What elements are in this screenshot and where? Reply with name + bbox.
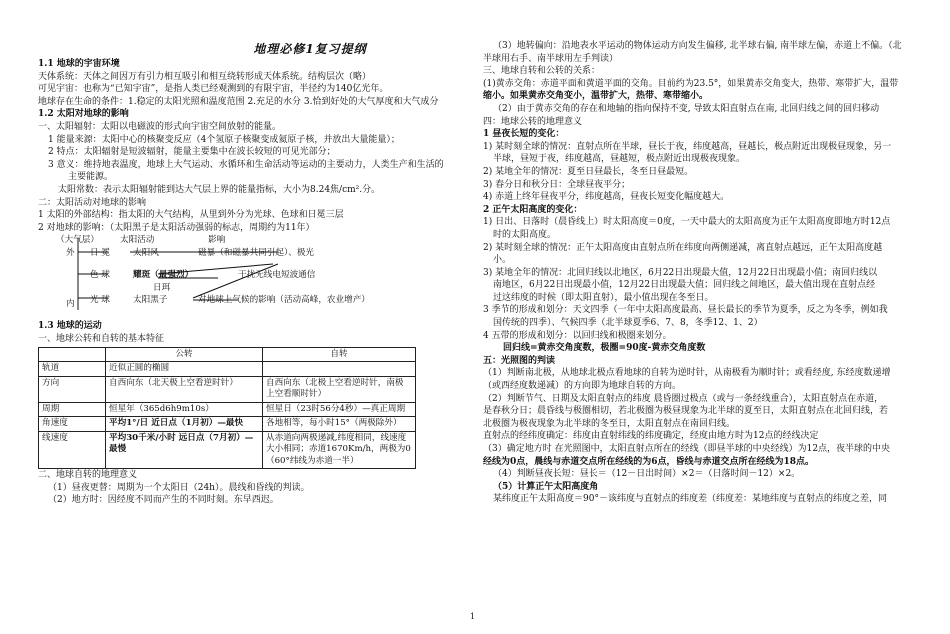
table-row bbox=[39, 402, 416, 417]
table-cell: 恒星日（23时56分4秒）—真正周期 bbox=[263, 402, 416, 417]
text-line: 1.3 地球的运动 bbox=[38, 321, 102, 332]
text-line: 1.1 地球的宇宙环境 bbox=[38, 59, 120, 69]
rotation-revolution-table bbox=[38, 347, 416, 470]
text-line: 四：地球公转的地理意义 bbox=[483, 116, 583, 127]
table-cell: 轨道 bbox=[39, 362, 106, 377]
text-line: 1) 日出、日落时（晨昏线上）时太阳高度＝0度，一天中最大的太阳高度为正午太阳高度即地方时12点 bbox=[483, 217, 891, 228]
text-line: 北极圈为极夜现象为北半球的冬至日，太阳直射点在南回归线。 bbox=[483, 418, 736, 429]
text-line: 主要能源。 bbox=[68, 172, 114, 183]
table-cell: 周期 bbox=[39, 402, 106, 417]
table-cell: 线速度 bbox=[39, 431, 106, 469]
text-line: 回归线=黄赤交角度数，极圈=90度-黄赤交角度数 bbox=[503, 343, 706, 354]
text-line: 某纬度正午太阳高度＝90°－该纬度与直射点的纬度差（纬度差：某地纬度与直射点的纬度之差，同 bbox=[493, 494, 887, 505]
text-line: 半球用右手、南半球用左手判读） bbox=[483, 53, 619, 64]
table-header-cell bbox=[39, 347, 106, 362]
diagram-label: 日 冕 bbox=[90, 248, 110, 259]
solar-activity-diagram bbox=[38, 234, 468, 320]
text-line: 2 正午太阳高度的变化： bbox=[483, 204, 583, 215]
text-line: （5）计算正午太阳高度角 bbox=[493, 481, 599, 492]
text-line: （3）地转偏向：沿地表水平运动的物体运动方向发生偏移, 北半球右偏, 南半球左偏，赤道上不偏。（北 bbox=[493, 41, 902, 51]
diagram-label: 太阳活动 bbox=[120, 235, 155, 246]
table-header-cell: 公转 bbox=[106, 347, 263, 362]
table-cell: 平均30千米/小时 远日点（7月初）—最慢 bbox=[106, 431, 263, 469]
table-cell bbox=[263, 362, 416, 377]
text-line: 地球存在生命的条件：1.稳定的太阳光照和温度范围 2.充足的水分 3.恰到好处的大气厚度和大气成分 bbox=[38, 96, 439, 107]
text-line: 南地区，6月22日出现最小值，12月22日出现最大值；回归线之间地区，最大值出现在直射点经 bbox=[493, 280, 876, 291]
table-cell: 平均1°/日 近日点（1月初）—最快 bbox=[106, 417, 263, 432]
table-cell: 各地相等，每小时15°（两极除外） bbox=[263, 417, 416, 432]
text-line: 二：太阳活动对地球的影响 bbox=[38, 197, 147, 208]
text-line: （1）判断南北极，从地球北极点看地球的自转为逆时针，从南极看为顺时针；或看经度, 东经度数递增 bbox=[483, 368, 891, 379]
table-row bbox=[39, 362, 416, 377]
text-line: 2 对地球的影响：（太阳黑子是太阳活动强弱的标志，周期约为11年） bbox=[38, 222, 315, 233]
text-line: 五：光照图的判读 bbox=[483, 355, 556, 366]
diagram-label: 太阳风 bbox=[133, 248, 159, 259]
text-line: （2）由于黄赤交角的存在和地轴的指向保持不变, 导致太阳直射点在南, 北回归线之间的回归移动 bbox=[493, 103, 880, 114]
diagram-label: 太阳黑子 bbox=[133, 295, 168, 306]
text-line: (1)黄赤交角：赤道平面和黄道平面的交角。目前约为23.5°，如果黄赤交角变大，热带、寒带扩大，温带 bbox=[483, 78, 899, 89]
text-line: 4) 赤道上终年昼夜平分，纬度越高，昼夜长短变化幅度越大。 bbox=[483, 192, 730, 203]
text-line: 1.2 太阳对地球的影响 bbox=[38, 109, 129, 120]
diagram-label: 干扰无线电短波通信 bbox=[238, 270, 316, 281]
text-line: 直射点的经纬度确定：纬度由直射纬线的纬度确定，经度由地方时为12点的经线决定 bbox=[483, 431, 819, 442]
text-line: （或西经度数递减）的方向即为地球自转的方向。 bbox=[483, 381, 682, 392]
table-cell: 恒星年（365d6h9m10s） bbox=[106, 402, 263, 417]
text-line: 4 五带的形成和划分：以回归线和极圈来划分。 bbox=[483, 330, 672, 341]
text-line: 国传统的四季）、气候四季（北半球夏季6、7、8，冬季12、1、2） bbox=[493, 318, 763, 329]
table-row bbox=[39, 431, 416, 469]
text-line: 1 昼夜长短的变化： bbox=[483, 129, 565, 140]
text-line: 小。 bbox=[493, 255, 512, 266]
text-line: 2 特点：太阳辐射是短波辐射，能量主要集中在波长较短的可见光部分； bbox=[48, 147, 336, 158]
text-line: 可见宇宙：也称为“已知宇宙”，是指人类已经观测到的有限宇宙，半径约为140亿光年。 bbox=[38, 84, 389, 95]
text-line: 太阳常数：表示太阳辐射能到达大气层上界的能量指标，大小为8.24焦/cm².分。 bbox=[58, 184, 381, 195]
text-line: 是春秋分日；晨昏线与极圈相切，若北极圈为极昼现象为北半球的夏至日，太阳直射点在北回归线，若 bbox=[483, 406, 889, 417]
text-line: 一、地球公转和自转的基本特征 bbox=[38, 333, 165, 344]
text-line: 时的太阳高度。 bbox=[493, 229, 557, 240]
text-line: 三、地球自转和公转的关系： bbox=[483, 66, 601, 77]
table-cell: 从赤道向两极递减,纬度相同，线速度大小相同；赤道1670Km/h，两极为0（60°纬线为赤道一半） bbox=[263, 431, 416, 469]
table-cell: 自西向东（北天极上空看逆时针） bbox=[106, 376, 263, 402]
table-cell: 方向 bbox=[39, 376, 106, 402]
diagram-label: 磁暴（和磁暴共同引起）、极光 bbox=[198, 248, 315, 259]
diagram-label: 色 球 bbox=[90, 270, 110, 281]
page-number: 1 bbox=[470, 612, 476, 621]
diagram-label: 对地球上气候的影响（活动高峰，农业增产） bbox=[198, 295, 370, 306]
table-cell: 自西向东（北极上空看逆时针，南极上空看顺时针） bbox=[263, 376, 416, 402]
diagram-label: 内 bbox=[66, 299, 75, 310]
diagram-label: 影响 bbox=[208, 235, 226, 246]
text-line: （2）地方时：因经度不同而产生的不同时刻。东早西迟。 bbox=[48, 495, 279, 506]
diagram-label: 日珥 bbox=[153, 283, 171, 294]
left-column bbox=[38, 58, 468, 507]
diagram-label: （大气层） bbox=[56, 235, 99, 246]
text-line: 2) 某时刻全球的情况：正午太阳高度由直射点所在纬度向两侧递减，离直射点越远，正午太阳高度越 bbox=[483, 242, 883, 253]
text-line: 缩小。如果黄赤交角变小，温带扩大，热带、寒带缩小。 bbox=[483, 91, 709, 102]
text-line: 半球，昼短于夜，纬度越高，昼越短，极点附近出现极夜现象。 bbox=[493, 154, 746, 165]
text-line: （2）判断节气、日期及太阳直射点的纬度 晨昏圈过极点（或与一条经线重合），太阳直射点在赤道， bbox=[483, 393, 884, 404]
text-line: 1 能量来源：太阳中心的核聚变反应（4个氢原子核聚变成氦原子核，并放出大量能量）； bbox=[48, 134, 400, 145]
text-line: 3) 某地全年的情况：北回归线以北地区，6月22日出现最大值，12月22日出现最小值；南回归线以 bbox=[483, 267, 878, 278]
table-row bbox=[39, 376, 416, 402]
text-line: 1 太阳的外部结构：指太阳的大气结构，从里到外分为光球、色球和日冕三层 bbox=[38, 210, 344, 221]
text-line: 二、地球自转的地理意义 bbox=[38, 470, 138, 480]
table-header-row bbox=[39, 347, 416, 362]
text-line: 经线为0点，晨线与赤道交点所在经线的为6点，昏线与赤道交点所在经线为18点。 bbox=[483, 456, 815, 467]
diagram-label: 光 球 bbox=[90, 295, 110, 306]
text-line: （4）判断昼夜长短：昼长＝（12－日出时间）×2＝（日落时间－12）×2。 bbox=[493, 469, 801, 480]
text-line: 3) 春分日和秋分日：全球昼夜平分； bbox=[483, 179, 631, 190]
right-column bbox=[483, 40, 918, 506]
text-line: 2) 某地全年的情况：夏至日昼最长，冬至日昼最短。 bbox=[483, 166, 694, 177]
text-line: 天体系统：天体之间因万有引力相互吸引和相互绕转形成天体系统。结构层次（略） bbox=[38, 71, 372, 82]
text-line: 过这纬度的时候（即太阳直射），最小值出现在冬至日。 bbox=[493, 292, 714, 303]
text-line: （3）确定地方时 在光照图中，太阳直射点所在的经线（即昼半球的中央经线）为12点，夜半球的中央 bbox=[483, 444, 891, 454]
text-line: 3 季节的形成和划分：天文四季（一年中太阳高度最高、昼长最长的季节为夏季，反之为冬季，例如我 bbox=[483, 305, 888, 316]
text-line: 1) 某时刻全球的情况：直射点所在半球，昼长于夜，纬度越高，昼越长，极点附近出现极昼现象，另一 bbox=[483, 141, 892, 152]
text-line: （1）昼夜更替：周期为一个太阳日（24h）。晨线和昏线的判读。 bbox=[48, 482, 310, 493]
page-title: 地理必修1复习提纲 bbox=[253, 42, 367, 56]
table-cell: 角速度 bbox=[39, 417, 106, 432]
diagram-label: 外 bbox=[66, 248, 75, 259]
table-header-cell: 自转 bbox=[263, 347, 416, 362]
table-cell: 近似正圆的椭圆 bbox=[106, 362, 263, 377]
text-line: 一、太阳辐射：太阳以电磁波的形式向宇宙空间放射的能量。 bbox=[38, 121, 282, 132]
diagram-label: 耀斑（最强烈） bbox=[133, 270, 194, 281]
text-line: 3 意义：维持地表温度，地球上大气运动、水循环和生命活动等运动的主要动力，人类生产和生活的 bbox=[48, 159, 444, 170]
table-row bbox=[39, 417, 416, 432]
